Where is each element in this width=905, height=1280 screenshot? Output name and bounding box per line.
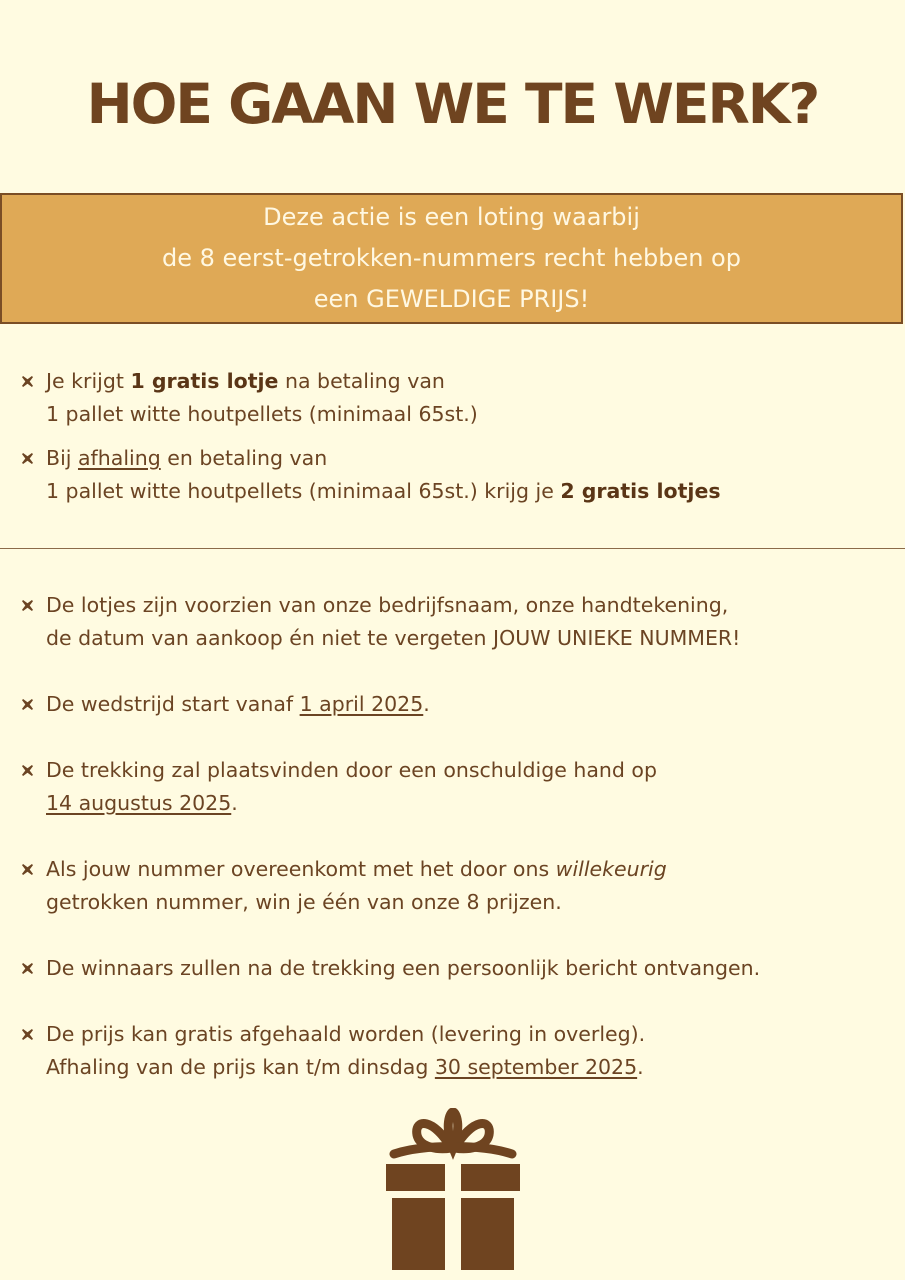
bullet-icon <box>22 453 33 464</box>
intro-banner <box>0 193 903 324</box>
item-line-1: Bij afhaling en betaling van <box>46 446 328 470</box>
bullet-icon <box>22 699 33 710</box>
item-line-2: 14 augustus 2025. <box>46 791 238 815</box>
item-line-2: de datum van aankoop én niet te vergeten JOUW UNIEKE NUMMER! <box>46 626 741 650</box>
item-line-1: De winnaars zullen na de trekking een persoonlijk bericht ontvangen. <box>46 956 761 980</box>
item-line-1: De prijs kan gratis afgehaald worden (levering in overleg). <box>46 1022 646 1046</box>
item-line-2: 1 pallet witte houtpellets (minimaal 65st.) <box>46 402 478 426</box>
list-item <box>22 1018 892 1084</box>
gift-icon <box>384 1108 522 1270</box>
item-line-2: 1 pallet witte houtpellets (minimaal 65st.) krijg je 2 gratis lotjes <box>46 479 721 503</box>
bullet-icon <box>22 765 33 776</box>
item-line-1: De trekking zal plaatsvinden door een onschuldige hand op <box>46 758 657 782</box>
bullet-icon <box>22 376 33 387</box>
list-item <box>22 754 892 820</box>
page-title: HOE GAAN WE TE WERK? <box>86 72 819 136</box>
list-item <box>22 589 892 655</box>
list-item <box>22 952 892 985</box>
contest-details-list <box>22 589 892 1084</box>
banner-line-3: een GEWELDIGE PRIJS! <box>313 285 590 313</box>
list-item <box>22 688 892 721</box>
section-divider <box>0 548 905 549</box>
bullet-icon <box>22 864 33 875</box>
ticket-rules-list <box>22 365 892 508</box>
bullet-icon <box>22 1029 33 1040</box>
bullet-icon <box>22 600 33 611</box>
banner-line-2: de 8 eerst-getrokken-nummers recht hebben op <box>162 244 741 272</box>
bullet-icon <box>22 963 33 974</box>
item-line-1: De lotjes zijn voorzien van onze bedrijfsnaam, onze handtekening, <box>46 593 729 617</box>
item-line-2: getrokken nummer, win je één van onze 8 prijzen. <box>46 890 562 914</box>
item-line-1: Je krijgt 1 gratis lotje na betaling van <box>46 369 445 393</box>
list-item <box>22 442 892 508</box>
list-item <box>22 853 892 919</box>
list-item <box>22 365 892 431</box>
item-line-2: Afhaling van de prijs kan t/m dinsdag 30 september 2025. <box>46 1055 644 1079</box>
item-line-1: De wedstrijd start vanaf 1 april 2025. <box>46 692 430 716</box>
item-line-1: Als jouw nummer overeenkomt met het door ons willekeurig <box>46 857 667 881</box>
banner-line-1: Deze actie is een loting waarbij <box>263 203 640 231</box>
